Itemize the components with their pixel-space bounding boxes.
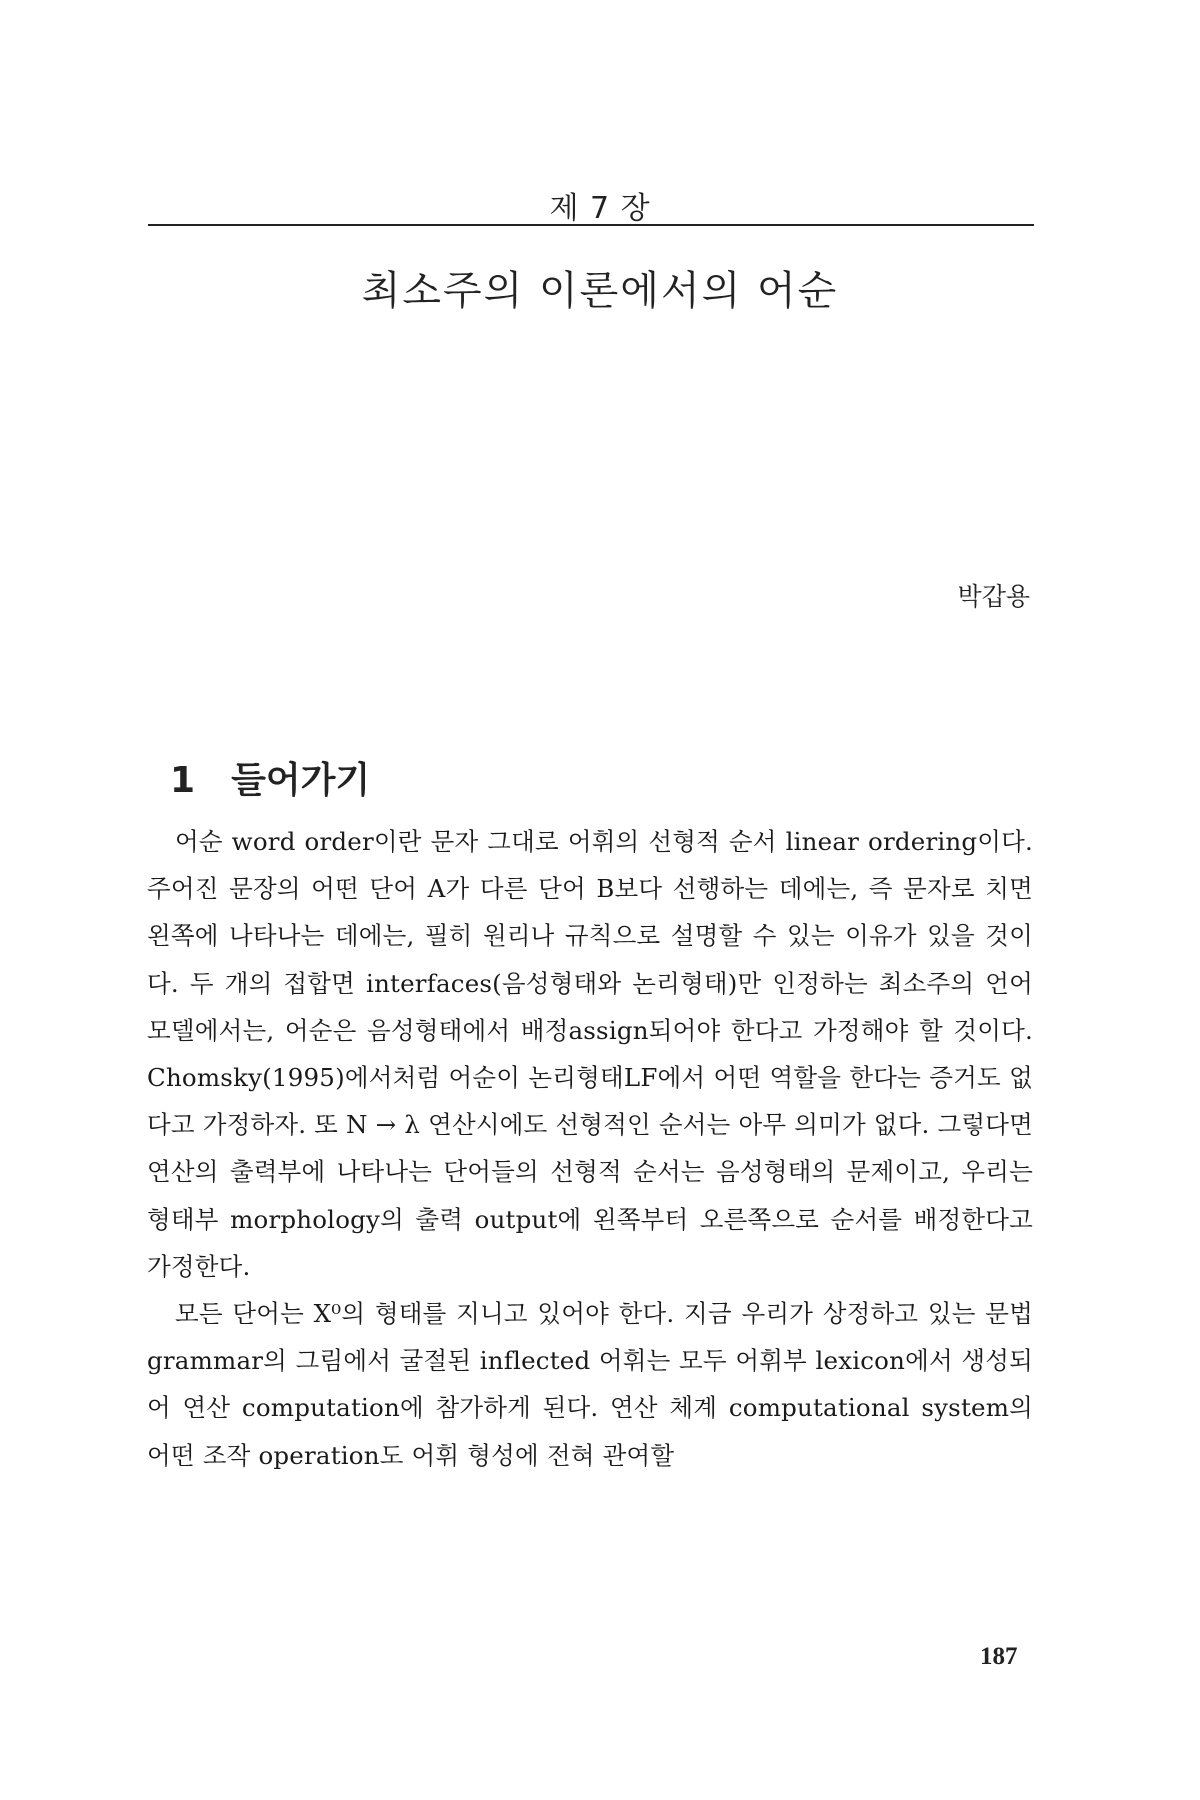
body-text: [147, 818, 1033, 1479]
chapter-label: 제 7 장: [549, 191, 651, 226]
paragraph-1: 어순 word order이란 문자 그대로 어휘의 선형적 순서 linear ordering이다. 주어진 문장의 어떤 단어 A가 다른 단어 B보다 선행하는 데에는, 즉 문자로 치면 왼쪽에 나타나는 데에는, 필히 원리나 규칙으로 설명할 수 있는 이유가 있을 것이다. 두 개의 접합면 interfaces(음성형태와 논리형태)만 인정하는 최소주의 언어 모델에서는, 어순은 음성형태에서 배정assign되어야 한다고 가정해야 할 것이다. Chomsky(1995)에서처럼 어순이 논리형태LF에서 어떤 역할을 한다는 증거도 없다고 가정하자. 또 N → λ 연산시에도 선형적인 순서는 아무 의미가 없다. 그렇다면 연산의 출력부에 나타나는 단어들의 선형적 순서는 음성형태의 문제이고, 우리는 형태부 morphology의 출력 output에 왼쪽부터 오른쪽으로 순서를 배정한다고 가정한다.: [147, 827, 1033, 1281]
author-name: 박갑용: [957, 582, 1030, 611]
chapter-title: 최소주의 이론에서의 어순: [361, 267, 839, 314]
section-title: 들어가기: [231, 759, 371, 801]
paragraph-2: 모든 단어는 X⁰의 형태를 지니고 있어야 한다. 지금 우리가 상정하고 있는 문법 grammar의 그림에서 굴절된 inflected 어휘는 모두 어휘부 lexicon에서 생성되어 연산 computation에 참가하게 된다. 연산 체계 computational system의 어떤 조작 operation도 어휘 형성에 전혀 관여할: [147, 1299, 1033, 1470]
section-number: 1: [170, 759, 196, 801]
section-heading: [170, 752, 370, 803]
page-number: 187: [980, 1643, 1018, 1670]
chapter-rule-divider: [148, 224, 1034, 226]
